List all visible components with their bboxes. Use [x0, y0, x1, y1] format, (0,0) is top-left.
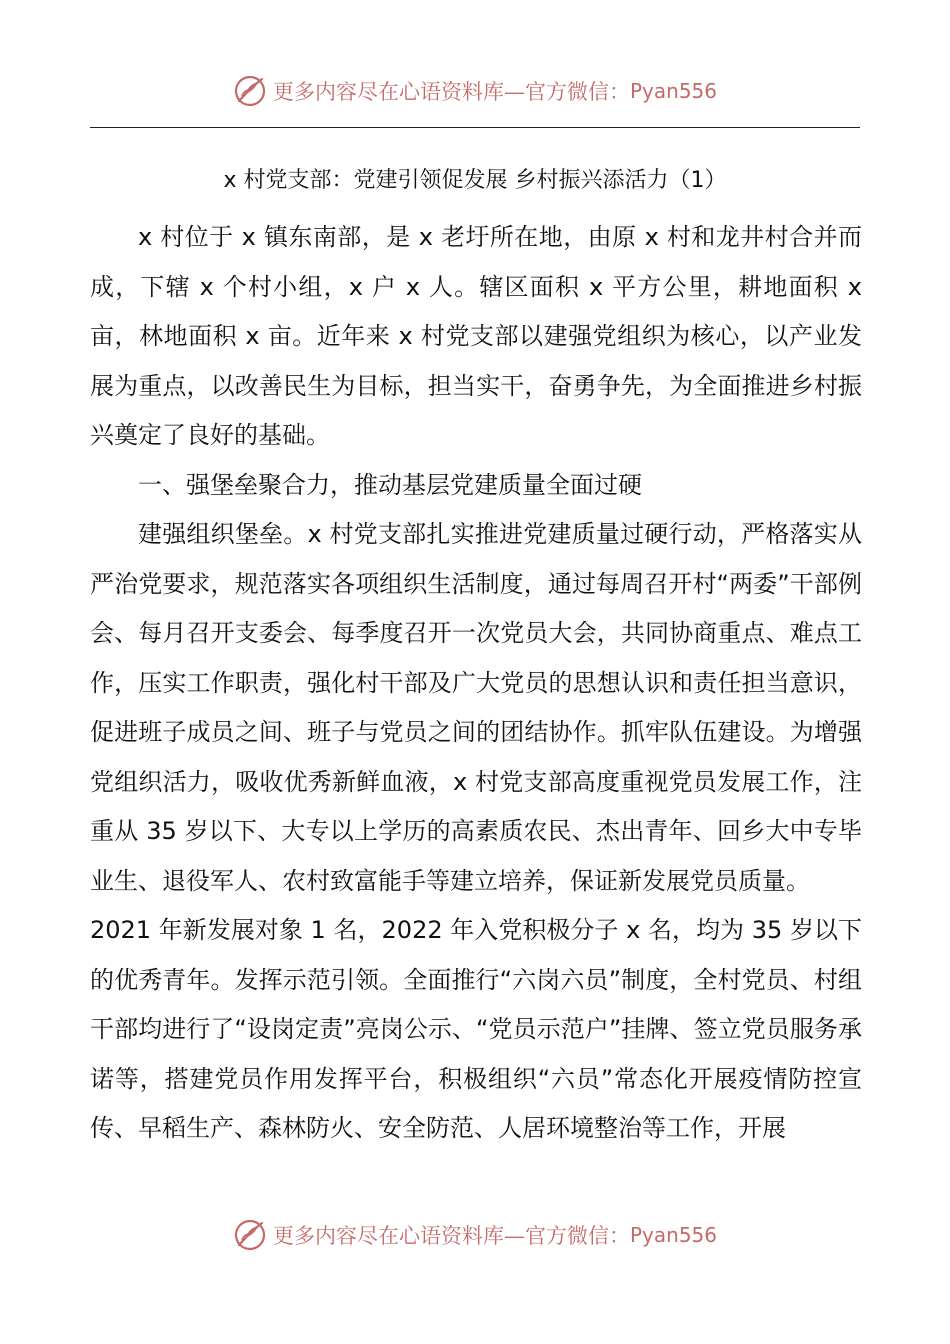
document-title: x 村党支部：党建引领促发展 乡村振兴添活力（1） — [223, 168, 727, 193]
header-watermark — [0, 74, 950, 108]
section-paragraph-continued: 2021 年新发展对象 1 名，2022 年入党积极分子 x 名，均为 35 岁以下的优秀青年。发挥示范引领。全面推行“六岗六员”制度，全村党员、村组干部均进行了“设岗定责”亮岗公示、“党员示范户”挂牌、签立党员服务承诺等，搭建党员作用发挥平台，积极组织“六员”常态化开展疫情防控宣传、早稻生产、森林防火、安全防范、人居环境整治等工作，开展 — [90, 916, 862, 1142]
section-heading: 一、强堡垒聚合力，推动基层党建质量全面过硬 — [138, 470, 642, 499]
header-divider — [90, 127, 860, 128]
watermark-text: 更多内容尽在心语资料库—官方微信： — [272, 80, 630, 104]
document-body — [90, 213, 862, 1154]
section-paragraph: 建强组织堡垒。x 村党支部扎实推进党建质量过硬行动，严格落实从严治党要求，规范落实各项组织生活制度，通过每周召开村“两委”干部例会、每月召开支委会、每季度召开一次党员大会，共同协商重点、难点工作，压实工作职责，强化村干部及广大党员的思想认识和责任担当意识，促进班子成员之间、班子与党员之间的团结协作。抓牢队伍建设。为增强党组织活力，吸收优秀新鲜血液，x 村党支部高度重视党员发展工作，注重从 35 岁以下、大专以上学历的高素质农民、杰出青年、回乡大中专毕业生、退役军人、农村致富能手等建立培养，保证新发展党员质量。 — [90, 520, 862, 895]
feather-logo-icon — [233, 74, 267, 108]
watermark-wechat-id: Pyan556 — [629, 79, 717, 103]
footer-watermark — [0, 1218, 950, 1252]
intro-paragraph: x 村位于 x 镇东南部，是 x 老圩所在地，由原 x 村和龙井村合并而成，下辖 x 个村小组，x 户 x 人。辖区面积 x 平方公里，耕地面积 x 亩，林地面积 x 亩。近年来 x 村党支部以建强党组织为核心，以产业发展为重点，以改善民生为目标，担当实干，奋勇争先，为全面推进乡村振兴奠定了良好的基础。 — [90, 223, 862, 449]
watermark-wechat-id: Pyan556 — [629, 1223, 717, 1247]
feather-logo-icon — [233, 1218, 267, 1252]
watermark-text: 更多内容尽在心语资料库—官方微信： — [272, 1224, 630, 1248]
